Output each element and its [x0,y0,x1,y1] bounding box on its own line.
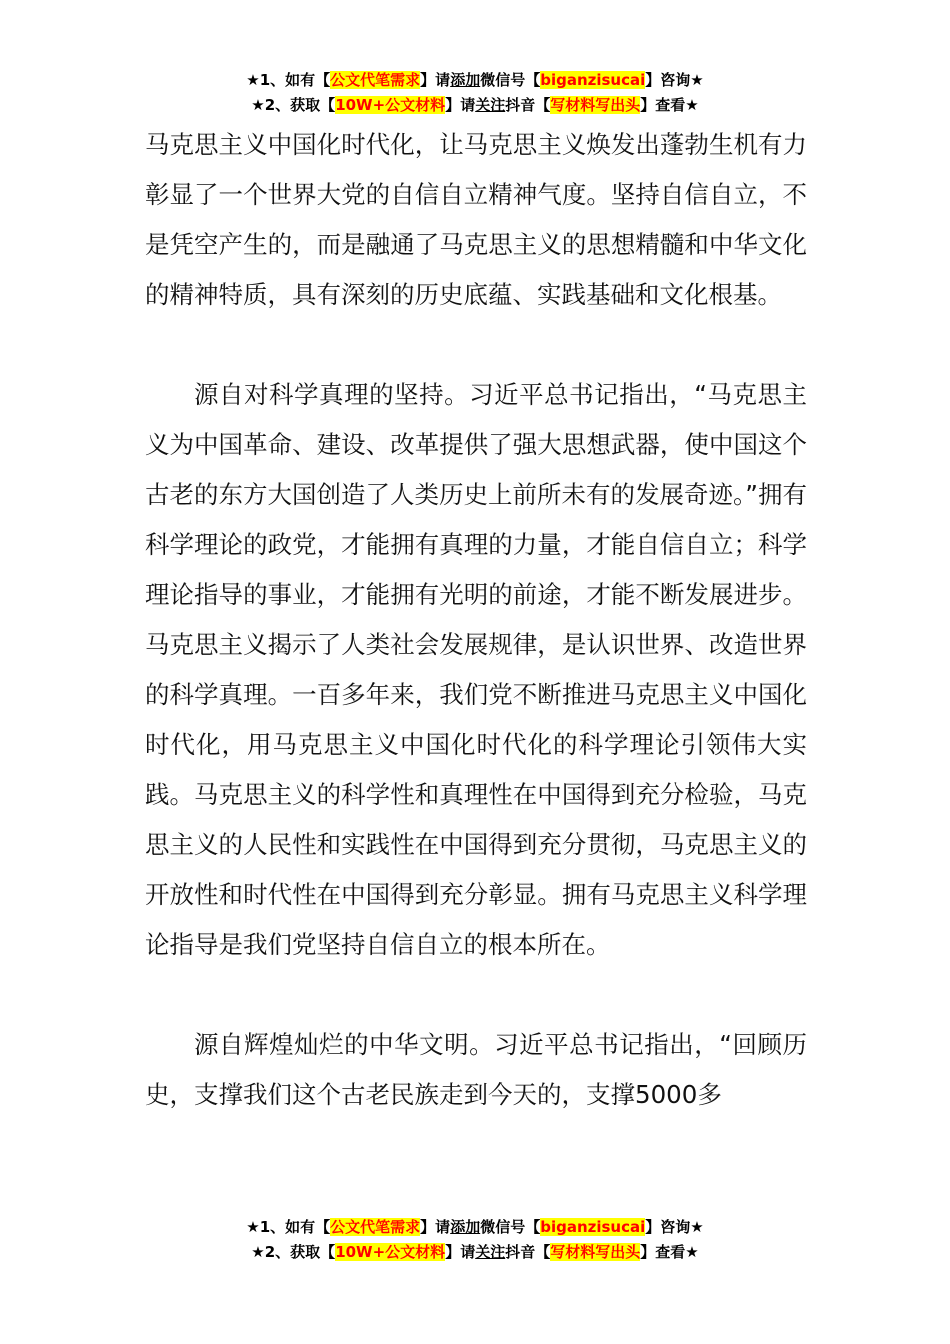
banner-highlight: 公文代笔需求 [330,1218,421,1236]
banner-text: 微信号【 [480,1218,541,1236]
banner-underlined: 关注 [475,96,506,114]
banner-text: ★1、如有【 [246,1218,331,1236]
banner-text: 】查看★ [640,96,699,114]
document-body [145,120,807,1120]
banner-text: 】请 [445,1243,476,1261]
header-banner [0,68,950,118]
paragraph-gap [145,970,807,1020]
banner-text: 】咨询★ [645,1218,704,1236]
paragraph-2: 源自对科学真理的坚持。习近平总书记指出，“马克思主义为中国革命、建设、改革提供了强大思想武器，使中国这个古老的东方大国创造了人类历史上前所未有的发展奇迹。”拥有科学理论的政党，才能拥有真理的力量，才能自信自立；科学理论指导的事业，才能拥有光明的前途，才能不断发展进步。马克思主义揭示了人类社会发展规律，是认识世界、改造世界的科学真理。一百多年来，我们党不断推进马克思主义中国化时代化，用马克思主义中国化时代化的科学理论引领伟大实践。马克思主义的科学性和真理性在中国得到充分检验，马克思主义的人民性和实践性在中国得到充分贯彻，马克思主义的开放性和时代性在中国得到充分彰显。拥有马克思主义科学理论指导是我们党坚持自信自立的根本所在。 [145,380,807,959]
banner-highlight: 10W+公文材料 [335,1243,446,1261]
paragraph-1: 马克思主义中国化时代化，让马克思主义焕发出蓬勃生机有力彰显了一个世界大党的自信自立精神气度。坚持自信自立，不是凭空产生的，而是融通了马克思主义的思想精髓和中华文化的精神特质，具有深刻的历史底蕴、实践基础和文化根基。 [145,130,807,309]
banner-text: ★2、获取【 [251,96,336,114]
banner-highlight-wechat: biganzisucai [540,71,646,89]
banner-underlined: 关注 [475,1243,506,1261]
banner-line-1 [0,1215,950,1240]
banner-text: 】请 [445,96,476,114]
banner-line-1 [0,68,950,93]
banner-text: 】查看★ [640,1243,699,1261]
banner-highlight: 10W+公文材料 [335,96,446,114]
banner-text: 抖音【 [505,96,551,114]
banner-text: 】咨询★ [645,71,704,89]
banner-highlight-douyin: 写材料写出头 [550,96,641,114]
banner-text: ★2、获取【 [251,1243,336,1261]
banner-text: 】请 [420,71,451,89]
banner-text: 微信号【 [480,71,541,89]
banner-highlight-douyin: 写材料写出头 [550,1243,641,1261]
footer-banner [0,1215,950,1265]
paragraph-3: 源自辉煌灿烂的中华文明。习近平总书记指出，“回顾历史，支撑我们这个古老民族走到今天的，支撑5000多 [145,1030,807,1109]
banner-underlined: 添加 [450,1218,481,1236]
banner-text: ★1、如有【 [246,71,331,89]
banner-text: 抖音【 [505,1243,551,1261]
banner-highlight-wechat: biganzisucai [540,1218,646,1236]
banner-text: 】请 [420,1218,451,1236]
paragraph-gap [145,320,807,370]
banner-underlined: 添加 [450,71,481,89]
banner-line-2 [0,93,950,118]
banner-highlight: 公文代笔需求 [330,71,421,89]
banner-line-2 [0,1240,950,1265]
